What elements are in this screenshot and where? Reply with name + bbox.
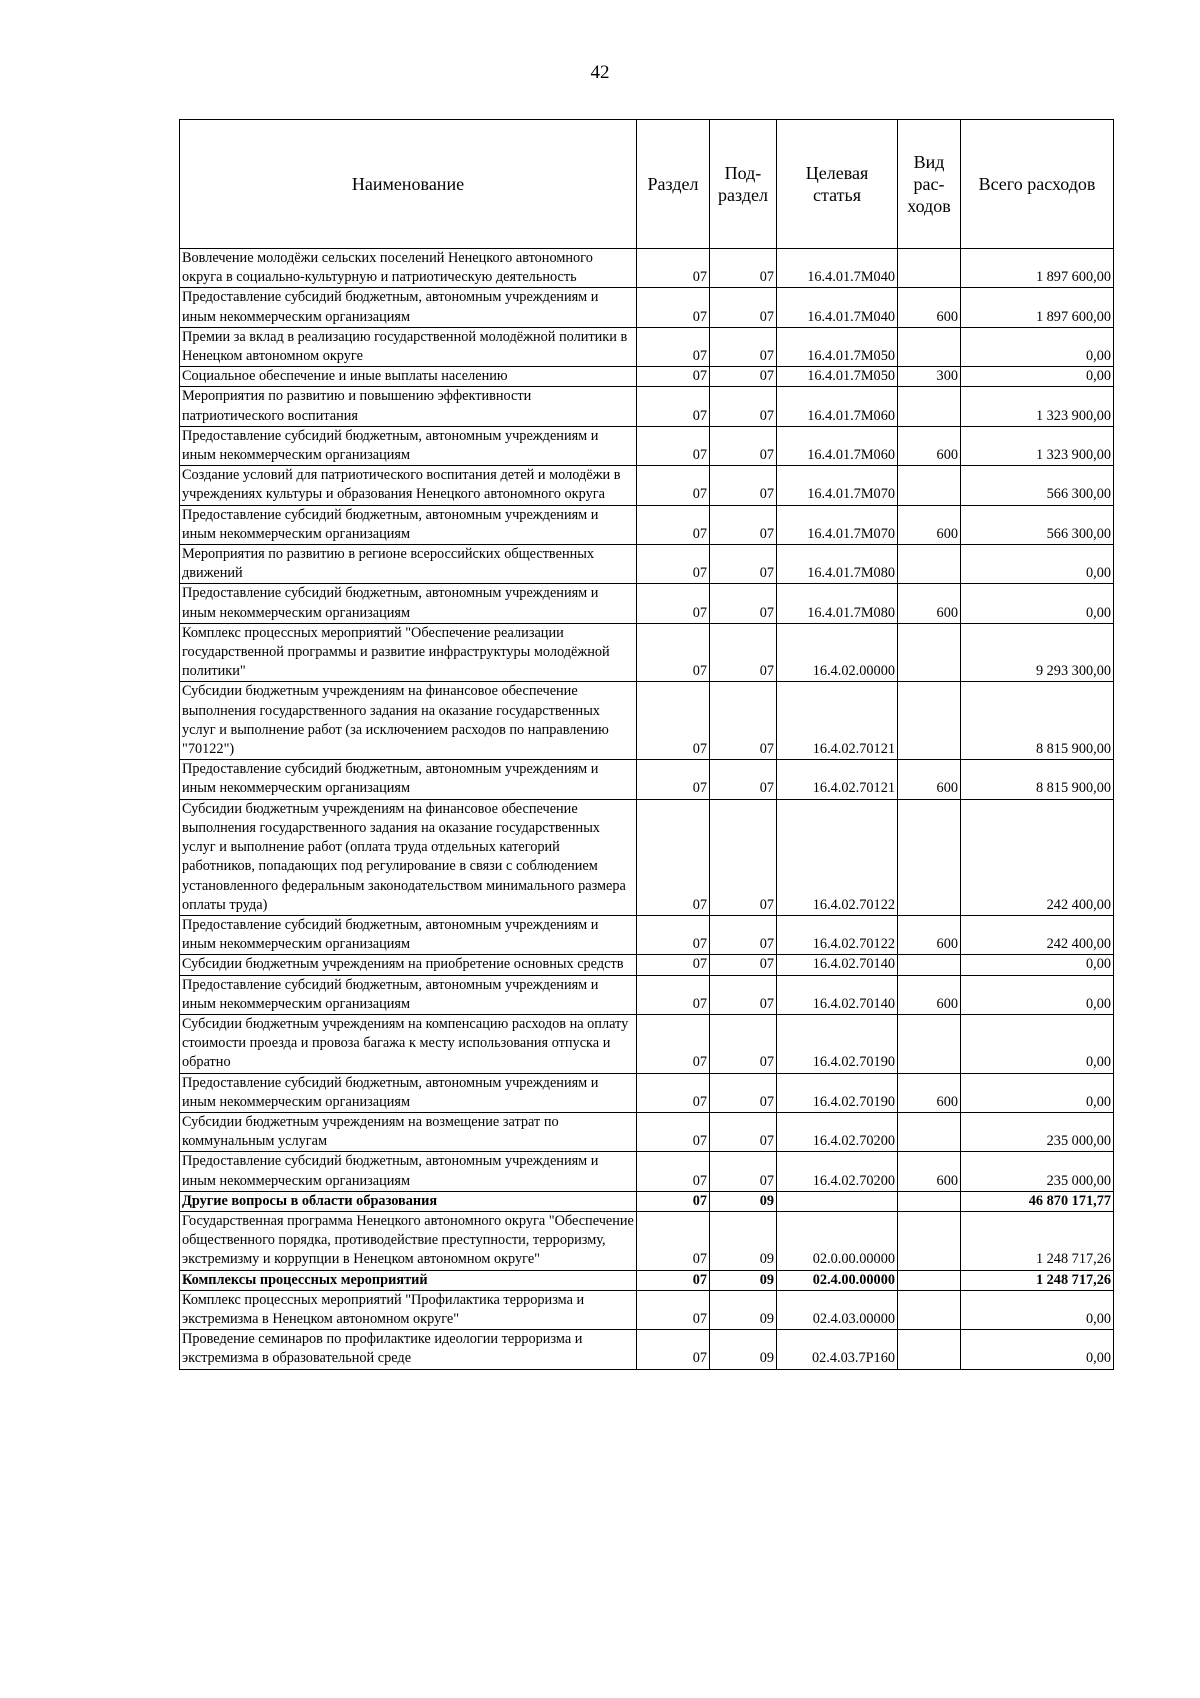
table-row [180, 288, 1114, 327]
cell-razdel: 07 [637, 327, 710, 366]
cell-name: Комплекс процессных мероприятий "Обеспечение реализации государственной программы и развитие инфраструктуры молодёжной политики" [180, 623, 637, 682]
cell-target: 02.4.00.00000 [777, 1270, 898, 1290]
cell-target: 16.4.01.7М040 [777, 288, 898, 327]
cell-name: Вовлечение молодёжи сельских поселений Ненецкого автономного округа в социально-культурную и патриотическую деятельность [180, 249, 637, 288]
cell-razdel: 07 [637, 288, 710, 327]
cell-podrazdel: 09 [710, 1211, 777, 1270]
cell-total: 242 400,00 [961, 799, 1114, 915]
table-row [180, 1191, 1114, 1211]
cell-total: 1 248 717,26 [961, 1211, 1114, 1270]
cell-razdel: 07 [637, 799, 710, 915]
cell-podrazdel: 09 [710, 1270, 777, 1290]
cell-podrazdel: 07 [710, 584, 777, 623]
cell-vid: 600 [898, 505, 961, 544]
table-row [180, 1152, 1114, 1191]
cell-vid [898, 466, 961, 505]
cell-target: 02.4.03.7Р160 [777, 1330, 898, 1369]
cell-podrazdel: 09 [710, 1290, 777, 1329]
cell-vid [898, 1290, 961, 1329]
cell-podrazdel: 07 [710, 367, 777, 387]
cell-total: 566 300,00 [961, 466, 1114, 505]
table-row [180, 1014, 1114, 1073]
cell-vid: 600 [898, 915, 961, 954]
cell-target: 16.4.01.7М060 [777, 387, 898, 426]
cell-vid [898, 387, 961, 426]
cell-podrazdel: 07 [710, 545, 777, 584]
cell-target: 16.4.02.70140 [777, 955, 898, 975]
cell-vid [898, 1330, 961, 1369]
cell-razdel: 07 [637, 915, 710, 954]
cell-podrazdel: 07 [710, 799, 777, 915]
cell-vid: 600 [898, 1152, 961, 1191]
cell-total: 0,00 [961, 975, 1114, 1014]
cell-target: 16.4.01.7М060 [777, 426, 898, 465]
cell-name: Мероприятия по развитию и повышению эффективности патриотического воспитания [180, 387, 637, 426]
cell-razdel: 07 [637, 1191, 710, 1211]
cell-podrazdel: 07 [710, 955, 777, 975]
cell-podrazdel: 07 [710, 387, 777, 426]
cell-target: 16.4.02.70190 [777, 1073, 898, 1112]
cell-podrazdel: 07 [710, 975, 777, 1014]
cell-target: 02.0.00.00000 [777, 1211, 898, 1270]
cell-podrazdel: 07 [710, 760, 777, 799]
table-row [180, 505, 1114, 544]
cell-razdel: 07 [637, 545, 710, 584]
cell-total: 1 248 717,26 [961, 1270, 1114, 1290]
cell-name: Субсидии бюджетным учреждениям на компенсацию расходов на оплату стоимости проезда и провоза багажа к месту использования отпуска и обратно [180, 1014, 637, 1073]
cell-podrazdel: 07 [710, 426, 777, 465]
table-row [180, 1112, 1114, 1151]
cell-target: 16.4.02.70200 [777, 1152, 898, 1191]
cell-total: 1 323 900,00 [961, 387, 1114, 426]
cell-vid [898, 1112, 961, 1151]
cell-total: 0,00 [961, 327, 1114, 366]
cell-razdel: 07 [637, 682, 710, 760]
cell-vid: 600 [898, 584, 961, 623]
table-row [180, 760, 1114, 799]
table-row [180, 584, 1114, 623]
table-row [180, 426, 1114, 465]
cell-name: Социальное обеспечение и иные выплаты населению [180, 367, 637, 387]
cell-vid [898, 327, 961, 366]
cell-razdel: 07 [637, 387, 710, 426]
cell-total: 235 000,00 [961, 1152, 1114, 1191]
cell-total: 9 293 300,00 [961, 623, 1114, 682]
cell-vid [898, 955, 961, 975]
cell-podrazdel: 07 [710, 623, 777, 682]
cell-target: 16.4.01.7М080 [777, 545, 898, 584]
cell-name: Предоставление субсидий бюджетным, автономным учреждениям и иным некоммерческим организациям [180, 915, 637, 954]
cell-total: 1 897 600,00 [961, 288, 1114, 327]
cell-target [777, 1191, 898, 1211]
cell-podrazdel: 07 [710, 1112, 777, 1151]
cell-vid: 600 [898, 288, 961, 327]
cell-name: Предоставление субсидий бюджетным, автономным учреждениям и иным некоммерческим организациям [180, 426, 637, 465]
cell-razdel: 07 [637, 1014, 710, 1073]
cell-razdel: 07 [637, 760, 710, 799]
cell-total: 8 815 900,00 [961, 682, 1114, 760]
cell-podrazdel: 07 [710, 249, 777, 288]
cell-razdel: 07 [637, 1112, 710, 1151]
cell-total: 0,00 [961, 1014, 1114, 1073]
cell-total: 0,00 [961, 1290, 1114, 1329]
cell-razdel: 07 [637, 955, 710, 975]
cell-vid: 600 [898, 426, 961, 465]
cell-name: Предоставление субсидий бюджетным, автономным учреждениям и иным некоммерческим организациям [180, 760, 637, 799]
cell-total: 0,00 [961, 955, 1114, 975]
cell-target: 16.4.02.70122 [777, 799, 898, 915]
cell-vid [898, 1211, 961, 1270]
cell-total: 1 897 600,00 [961, 249, 1114, 288]
cell-name: Комплекс процессных мероприятий "Профилактика терроризма и экстремизма в Ненецком автономном округе" [180, 1290, 637, 1329]
cell-razdel: 07 [637, 466, 710, 505]
table-row [180, 1290, 1114, 1329]
cell-target: 16.4.02.70121 [777, 760, 898, 799]
header-vid: Вид рас- ходов [898, 120, 961, 249]
table-row [180, 975, 1114, 1014]
table-row [180, 545, 1114, 584]
table-row [180, 249, 1114, 288]
cell-razdel: 07 [637, 426, 710, 465]
cell-vid [898, 1191, 961, 1211]
cell-target: 16.4.02.70200 [777, 1112, 898, 1151]
header-total: Всего расходов [961, 120, 1114, 249]
cell-name: Создание условий для патриотического воспитания детей и молодёжи в учреждениях культуры и образования Ненецкого автономного округа [180, 466, 637, 505]
cell-total: 1 323 900,00 [961, 426, 1114, 465]
table-row [180, 367, 1114, 387]
cell-name: Субсидии бюджетным учреждениям на возмещение затрат по коммунальным услугам [180, 1112, 637, 1151]
cell-total: 46 870 171,77 [961, 1191, 1114, 1211]
cell-name: Проведение семинаров по профилактике идеологии терроризма и экстремизма в образовательной среде [180, 1330, 637, 1369]
table-row [180, 387, 1114, 426]
cell-total: 0,00 [961, 584, 1114, 623]
cell-podrazdel: 07 [710, 327, 777, 366]
cell-target: 16.4.02.70140 [777, 975, 898, 1014]
cell-name: Комплексы процессных мероприятий [180, 1270, 637, 1290]
cell-vid [898, 682, 961, 760]
cell-podrazdel: 07 [710, 915, 777, 954]
cell-podrazdel: 07 [710, 1073, 777, 1112]
cell-razdel: 07 [637, 1290, 710, 1329]
cell-razdel: 07 [637, 623, 710, 682]
cell-target: 16.4.02.70122 [777, 915, 898, 954]
cell-name: Предоставление субсидий бюджетным, автономным учреждениям и иным некоммерческим организациям [180, 975, 637, 1014]
cell-name: Субсидии бюджетным учреждениям на приобретение основных средств [180, 955, 637, 975]
cell-target: 16.4.01.7М070 [777, 466, 898, 505]
table-row [180, 955, 1114, 975]
cell-name: Мероприятия по развитию в регионе всероссийских общественных движений [180, 545, 637, 584]
cell-name: Другие вопросы в области образования [180, 1191, 637, 1211]
cell-name: Предоставление субсидий бюджетным, автономным учреждениям и иным некоммерческим организациям [180, 1073, 637, 1112]
table-row [180, 466, 1114, 505]
cell-vid: 300 [898, 367, 961, 387]
cell-razdel: 07 [637, 367, 710, 387]
header-row [180, 120, 1114, 249]
cell-vid: 600 [898, 975, 961, 1014]
table-body [180, 249, 1114, 1370]
cell-vid [898, 545, 961, 584]
cell-target: 02.4.03.00000 [777, 1290, 898, 1329]
table-row [180, 1073, 1114, 1112]
cell-razdel: 07 [637, 249, 710, 288]
cell-vid [898, 249, 961, 288]
cell-podrazdel: 07 [710, 1014, 777, 1073]
cell-vid [898, 1014, 961, 1073]
cell-name: Субсидии бюджетным учреждениям на финансовое обеспечение выполнения государственного задания на оказание государственных услуг и выполнение работ (оплата труда отдельных категорий работников, попадающих под регулирование в связи с соблюдением установленного федеральным законодательством минимального размера оплаты труда) [180, 799, 637, 915]
cell-target: 16.4.01.7М070 [777, 505, 898, 544]
cell-razdel: 07 [637, 1073, 710, 1112]
budget-table [179, 119, 1114, 1370]
cell-total: 0,00 [961, 1073, 1114, 1112]
cell-target: 16.4.01.7М050 [777, 367, 898, 387]
header-name: Наименование [180, 120, 637, 249]
cell-name: Предоставление субсидий бюджетным, автономным учреждениям и иным некоммерческим организациям [180, 584, 637, 623]
cell-target: 16.4.02.70190 [777, 1014, 898, 1073]
cell-vid [898, 623, 961, 682]
cell-razdel: 07 [637, 975, 710, 1014]
cell-podrazdel: 07 [710, 505, 777, 544]
cell-total: 0,00 [961, 545, 1114, 584]
cell-name: Предоставление субсидий бюджетным, автономным учреждениям и иным некоммерческим организациям [180, 288, 637, 327]
cell-vid [898, 799, 961, 915]
cell-razdel: 07 [637, 1211, 710, 1270]
cell-vid [898, 1270, 961, 1290]
cell-target: 16.4.01.7М050 [777, 327, 898, 366]
cell-razdel: 07 [637, 584, 710, 623]
cell-vid: 600 [898, 1073, 961, 1112]
cell-razdel: 07 [637, 1270, 710, 1290]
table-row [180, 1211, 1114, 1270]
cell-podrazdel: 07 [710, 466, 777, 505]
cell-target: 16.4.01.7М080 [777, 584, 898, 623]
table-row [180, 682, 1114, 760]
table-row [180, 1330, 1114, 1369]
header-target: Целевая статья [777, 120, 898, 249]
table-row [180, 327, 1114, 366]
cell-name: Государственная программа Ненецкого автономного округа "Обеспечение общественного порядка, противодействие преступности, терроризму, экстремизму и коррупции в Ненецком автономном округе" [180, 1211, 637, 1270]
header-razdel: Раздел [637, 120, 710, 249]
cell-name: Предоставление субсидий бюджетным, автономным учреждениям и иным некоммерческим организациям [180, 1152, 637, 1191]
cell-podrazdel: 07 [710, 288, 777, 327]
table-row [180, 1270, 1114, 1290]
cell-total: 8 815 900,00 [961, 760, 1114, 799]
cell-razdel: 07 [637, 1152, 710, 1191]
cell-total: 0,00 [961, 367, 1114, 387]
cell-total: 566 300,00 [961, 505, 1114, 544]
table-row [180, 623, 1114, 682]
cell-name: Премии за вклад в реализацию государственной молодёжной политики в Ненецком автономном округе [180, 327, 637, 366]
header-podrazdel: Под- раздел [710, 120, 777, 249]
cell-podrazdel: 09 [710, 1191, 777, 1211]
cell-target: 16.4.02.00000 [777, 623, 898, 682]
cell-podrazdel: 07 [710, 682, 777, 760]
cell-total: 0,00 [961, 1330, 1114, 1369]
cell-podrazdel: 09 [710, 1330, 777, 1369]
page-number: 42 [590, 62, 610, 83]
table-row [180, 915, 1114, 954]
cell-target: 16.4.01.7М040 [777, 249, 898, 288]
cell-razdel: 07 [637, 505, 710, 544]
cell-total: 235 000,00 [961, 1112, 1114, 1151]
table-row [180, 799, 1114, 915]
cell-vid: 600 [898, 760, 961, 799]
cell-podrazdel: 07 [710, 1152, 777, 1191]
cell-name: Предоставление субсидий бюджетным, автономным учреждениям и иным некоммерческим организациям [180, 505, 637, 544]
cell-name: Субсидии бюджетным учреждениям на финансовое обеспечение выполнения государственного задания на оказание государственных услуг и выполнение работ (за исключением расходов по направлению "70122") [180, 682, 637, 760]
cell-target: 16.4.02.70121 [777, 682, 898, 760]
cell-razdel: 07 [637, 1330, 710, 1369]
cell-total: 242 400,00 [961, 915, 1114, 954]
